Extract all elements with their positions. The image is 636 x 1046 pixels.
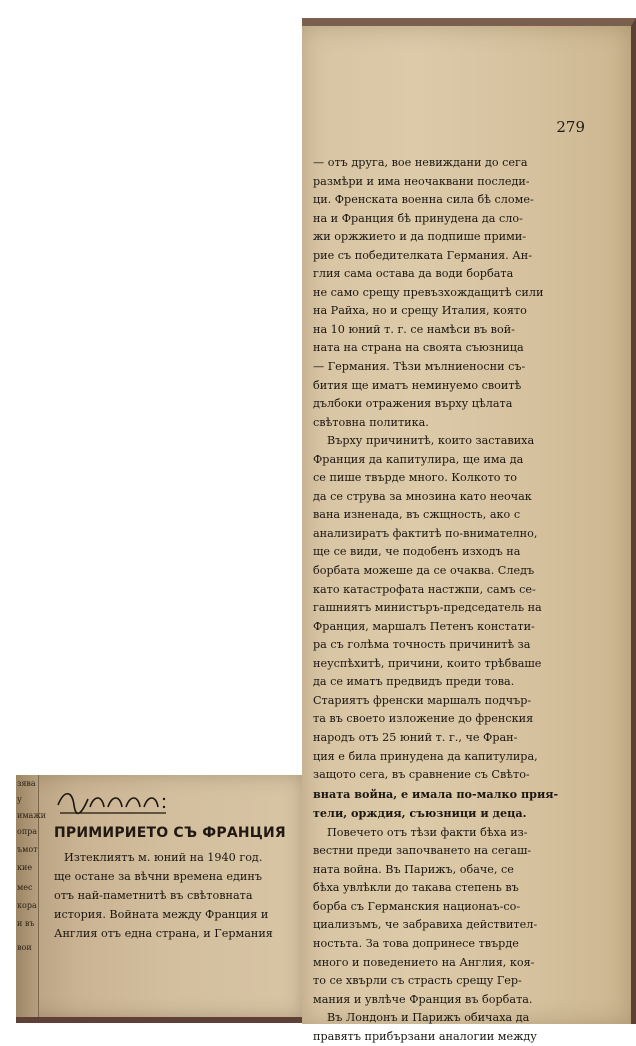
- text-line: не само срещу превъзхождащитѣ сили: [313, 285, 544, 299]
- section-title: ПРИМИРИЕТО СЪ ФРАНЦИЯ: [54, 825, 286, 841]
- bold-text-line: вната война, е имала по-малко прия-: [313, 786, 559, 801]
- handwritten-heading-image: [54, 785, 174, 819]
- edge-fragment: и въ: [17, 919, 35, 928]
- text-line: — Германия. Тѣзи мълниеносни съ-: [313, 360, 526, 374]
- text-line: отъ най-паметнитѣ въ свѣтовната: [54, 889, 253, 902]
- text-line: история. Войната между Франция и: [54, 908, 269, 921]
- text-line: неуспѣхитѣ, причини, които трѣбваше: [313, 656, 542, 670]
- edge-fragment: имажи: [17, 811, 47, 820]
- text-line: Франция да капитулира, ще има да: [313, 452, 524, 466]
- text-line: Повечето отъ тѣзи факти бѣха из-: [327, 825, 528, 839]
- text-line: на и Франция бѣ принудена да сло-: [313, 211, 523, 225]
- text-line: народъ отъ 25 юний т. г., че Фран-: [313, 730, 518, 744]
- text-line: се пише твърде много. Колкото то: [313, 471, 518, 485]
- text-line: борба съ Германския национаъ-со-: [313, 899, 521, 913]
- page-number: 279: [556, 118, 585, 136]
- paragraph-1: [313, 154, 568, 432]
- text-line: ната на страна на своята съюзница: [313, 341, 524, 355]
- text-line: Стариятъ френски маршалъ подчър-: [313, 693, 532, 707]
- text-line: та въ своето изложение до френския: [313, 712, 534, 726]
- text-line: то се хвърли съ страсть срещу Гер-: [313, 974, 522, 988]
- text-line: вестни преди започването на сегаш-: [313, 844, 532, 858]
- text-line: Въ Лондонъ и Парижъ обичаха да: [327, 1011, 530, 1025]
- text-line: бития ще иматъ неминуемо своитѣ: [313, 378, 522, 392]
- text-line: циализъмъ, че забравиха действител-: [313, 918, 538, 932]
- left-page-fragment: [16, 775, 302, 1023]
- right-page: [302, 18, 636, 1043]
- text-line: гашниятъ министъръ-председатель на: [313, 601, 542, 615]
- edge-fragment: у: [17, 795, 22, 804]
- text-line: свѣтовна политика.: [313, 415, 429, 429]
- text-line: на Райха, но и срещу Италия, която: [313, 304, 527, 318]
- text-line: рие съ победителката Германия. Ан-: [313, 248, 532, 262]
- edge-fragment: кие: [17, 863, 33, 872]
- right-page-text: [313, 154, 568, 1046]
- edge-fragment: зява: [17, 779, 36, 788]
- text-line: ци. Френската военна сила бѣ сломе-: [313, 193, 534, 207]
- text-line: дълбоки отражения върху цѣлата: [313, 397, 513, 411]
- text-line: мания и увлѣче Франция въ борбата.: [313, 992, 533, 1006]
- paragraph-2: [313, 432, 568, 823]
- text-line: ще се види, че подобенъ изходъ на: [313, 545, 521, 559]
- text-line: много и поведението на Англия, коя-: [313, 955, 535, 969]
- left-page-text: [54, 848, 298, 943]
- text-line: като катастрофата настжпи, самъ се-: [313, 582, 536, 596]
- text-line: бѣха увлѣкли до такава степень въ: [313, 881, 519, 895]
- text-line: глия сама остава да води борбата: [313, 267, 514, 281]
- edge-fragment: кора: [17, 901, 37, 910]
- text-line: размѣри и има неочаквани последи-: [313, 174, 530, 188]
- edge-fragment: мес: [17, 883, 33, 892]
- paragraph-3: [313, 824, 568, 1009]
- text-line: Върху причинитѣ, които заставиха: [327, 434, 535, 448]
- text-line: жи оржжието и да подпише прими-: [313, 230, 527, 244]
- text-line: ция е била принудена да капитулира,: [313, 749, 538, 763]
- text-line: ната война. Въ Парижъ, обаче, се: [313, 862, 514, 876]
- edge-fragment: вои: [17, 943, 32, 952]
- edge-fragment: опра: [17, 827, 38, 836]
- text-line: вана изненада, въ сжщность, ако с: [313, 508, 521, 522]
- text-line: ра съ голѣма точность причинитѣ за: [313, 638, 531, 652]
- bold-text-line: тели, орждия, съюзници и деца.: [313, 806, 527, 821]
- text-line: Изтеклиятъ м. юний на 1940 год.: [64, 851, 263, 864]
- left-paragraph: [54, 848, 298, 943]
- text-line: борбата можеше да се очаква. Следъ: [313, 564, 535, 578]
- text-line: ще остане за вѣчни времена единъ: [54, 870, 262, 883]
- text-line: анализиратъ фактитѣ по-внимателно,: [313, 526, 538, 540]
- text-line: на 10 юний т. г. се намѣси въ вой-: [313, 322, 515, 336]
- text-line: правятъ прибързани аналогии между: [313, 1029, 537, 1043]
- text-line: Франция, маршалъ Петенъ констати-: [313, 619, 535, 633]
- edge-fragment: ъмот: [17, 845, 38, 854]
- text-line: ностьта. За това допринесе твърде: [313, 936, 519, 950]
- left-edge-strip: [16, 775, 47, 1017]
- text-line: защото сега, въ сравнение съ Свѣто-: [313, 768, 530, 782]
- text-line: да се иматъ предвидъ преди това.: [313, 675, 515, 689]
- text-line: — отъ друга, вое невиждани до сега: [313, 156, 528, 169]
- paragraph-4: [313, 1009, 568, 1046]
- text-line: Англия отъ една страна, и Германия: [54, 927, 273, 940]
- text-line: да се струва за мнозина като неочак: [313, 489, 532, 503]
